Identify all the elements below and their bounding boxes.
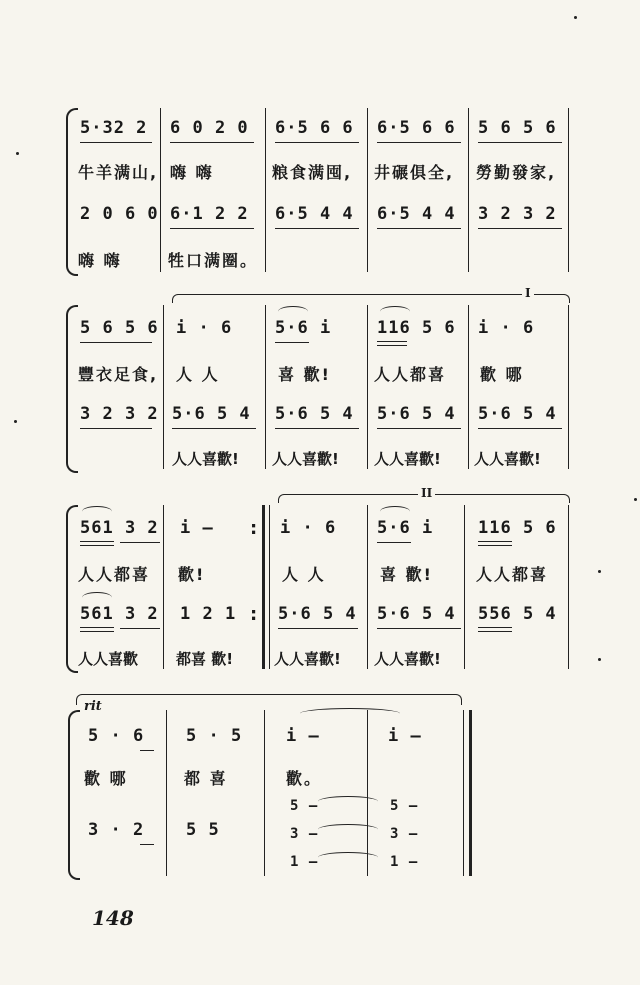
barline — [367, 710, 368, 876]
barline — [265, 108, 266, 272]
lyric: 井碾俱全, — [374, 163, 455, 182]
lyric: 牲口满圈。 — [168, 251, 259, 270]
lyric: 歡 哪 — [480, 365, 524, 384]
page-number: 148 — [92, 906, 134, 930]
harmony-measure: 3 — — [390, 826, 419, 842]
harmony-measure: 556 5 4 — [478, 604, 557, 624]
melody-measure: i — — [180, 518, 214, 538]
melody-measure: 6 0 2 0 — [170, 118, 249, 138]
harmony-measure: 2 0 6 0 — [80, 204, 159, 224]
barline — [264, 710, 265, 876]
rit-bracket — [76, 694, 462, 705]
lyric: 勞勤發家, — [476, 163, 557, 182]
harmony-measure: 6·1 2 2 — [170, 204, 249, 224]
harmony-measure: 6·5 4 4 — [377, 204, 456, 224]
barline — [265, 305, 266, 469]
lyric: 喜 歡! — [380, 565, 433, 584]
harmony-measure: 3 2 3 2 — [80, 404, 159, 424]
harmony-measure: 5·6 5 4 — [172, 404, 251, 424]
barline — [166, 710, 167, 876]
melody-measure: i — — [286, 726, 320, 746]
repeat-sign: : — [250, 604, 258, 625]
final-barline — [469, 710, 472, 876]
barline — [568, 305, 569, 469]
lyric: 都 喜 — [184, 769, 228, 788]
repeat-sign: : — [250, 518, 258, 539]
barline — [568, 505, 569, 669]
harmony-measure: 3 — — [290, 826, 319, 842]
barline — [468, 305, 469, 469]
harmony-measure: 5·6 5 4 — [377, 604, 456, 624]
barline — [468, 108, 469, 272]
lyric: 人人喜歡! — [474, 450, 541, 468]
barline — [367, 505, 368, 669]
harmony-measure: 561 3 2 — [80, 604, 159, 624]
lyric: 人人喜歡! — [272, 450, 339, 468]
harmony-measure: 3 · 2 — [88, 820, 145, 840]
melody-measure: i · 6 — [176, 318, 233, 338]
melody-measure: 116 5 6 — [377, 318, 456, 338]
lyric: 喜 歡! — [278, 365, 331, 384]
system-brace — [66, 108, 78, 276]
section-mark: II — [418, 486, 435, 500]
lyric: 粮食满囤, — [272, 163, 353, 182]
harmony-measure: 6·5 4 4 — [275, 204, 354, 224]
system-brace — [68, 710, 80, 880]
melody-measure: 5·6 i — [275, 318, 332, 338]
repeat-barline — [262, 505, 265, 669]
repeat-barline — [269, 505, 270, 669]
barline — [367, 305, 368, 469]
barline — [367, 108, 368, 272]
melody-measure: 5 · 5 — [186, 726, 243, 746]
harmony-measure: 5·6 5 4 — [275, 404, 354, 424]
harmony-measure: 3 2 3 2 — [478, 204, 557, 224]
melody-measure: 5 6 5 6 — [80, 318, 159, 338]
lyric: 人 人 — [176, 365, 220, 384]
section-mark: I — [522, 286, 534, 300]
harmony-measure: 5·6 5 4 — [478, 404, 557, 424]
section-bracket — [172, 294, 570, 303]
lyric: 豐衣足食, — [78, 365, 159, 384]
lyric: 都喜 歡! — [176, 650, 234, 668]
melody-measure: i · 6 — [478, 318, 535, 338]
melody-measure: 561 3 2 — [80, 518, 159, 538]
lyric: 人人喜歡! — [374, 650, 441, 668]
lyric: 牛羊满山, — [78, 163, 159, 182]
system-brace — [66, 505, 78, 673]
lyric: 嗨 嗨 — [170, 163, 214, 182]
harmony-measure: 1 — — [390, 854, 419, 870]
lyric: 人人喜歡! — [374, 450, 441, 468]
barline — [160, 108, 161, 272]
lyric: 人人喜歡! — [172, 450, 239, 468]
melody-measure: i — — [388, 726, 422, 746]
barline — [464, 505, 465, 669]
barline — [568, 108, 569, 272]
melody-measure: 5 6 5 6 — [478, 118, 557, 138]
barline — [163, 305, 164, 469]
melody-measure: 5·6 i — [377, 518, 434, 538]
lyric: 人人都喜 — [78, 565, 151, 584]
lyric: 人人都喜 — [374, 365, 447, 384]
harmony-measure: 1 2 1 — [180, 604, 237, 624]
harmony-measure: 1 — — [290, 854, 319, 870]
melody-measure: i · 6 — [280, 518, 337, 538]
melody-measure: 116 5 6 — [478, 518, 557, 538]
lyric: 人人喜歡 — [78, 650, 139, 668]
lyric: 人 人 — [282, 565, 326, 584]
system-brace — [66, 305, 78, 473]
harmony-measure: 5·6 5 4 — [278, 604, 357, 624]
harmony-measure: 5·6 5 4 — [377, 404, 456, 424]
harmony-measure: 5 5 — [186, 820, 220, 840]
lyric: 歡! — [178, 565, 206, 584]
lyric: 人人都喜 — [476, 565, 549, 584]
lyric: 人人喜歡! — [274, 650, 341, 668]
harmony-measure: 5 — — [390, 798, 419, 814]
harmony-measure: 5 — — [290, 798, 319, 814]
melody-measure: 5 · 6 — [88, 726, 145, 746]
lyric: 歡 哪 — [84, 769, 128, 788]
melody-measure: 6·5 6 6 — [377, 118, 456, 138]
melody-measure: 5·32 2 — [80, 118, 148, 138]
barline — [163, 505, 164, 669]
lyric: 嗨 嗨 — [78, 251, 122, 270]
melody-measure: 6·5 6 6 — [275, 118, 354, 138]
final-barline — [463, 710, 464, 876]
lyric: 歡。 — [286, 769, 323, 788]
tempo-mark: rit — [84, 699, 102, 714]
